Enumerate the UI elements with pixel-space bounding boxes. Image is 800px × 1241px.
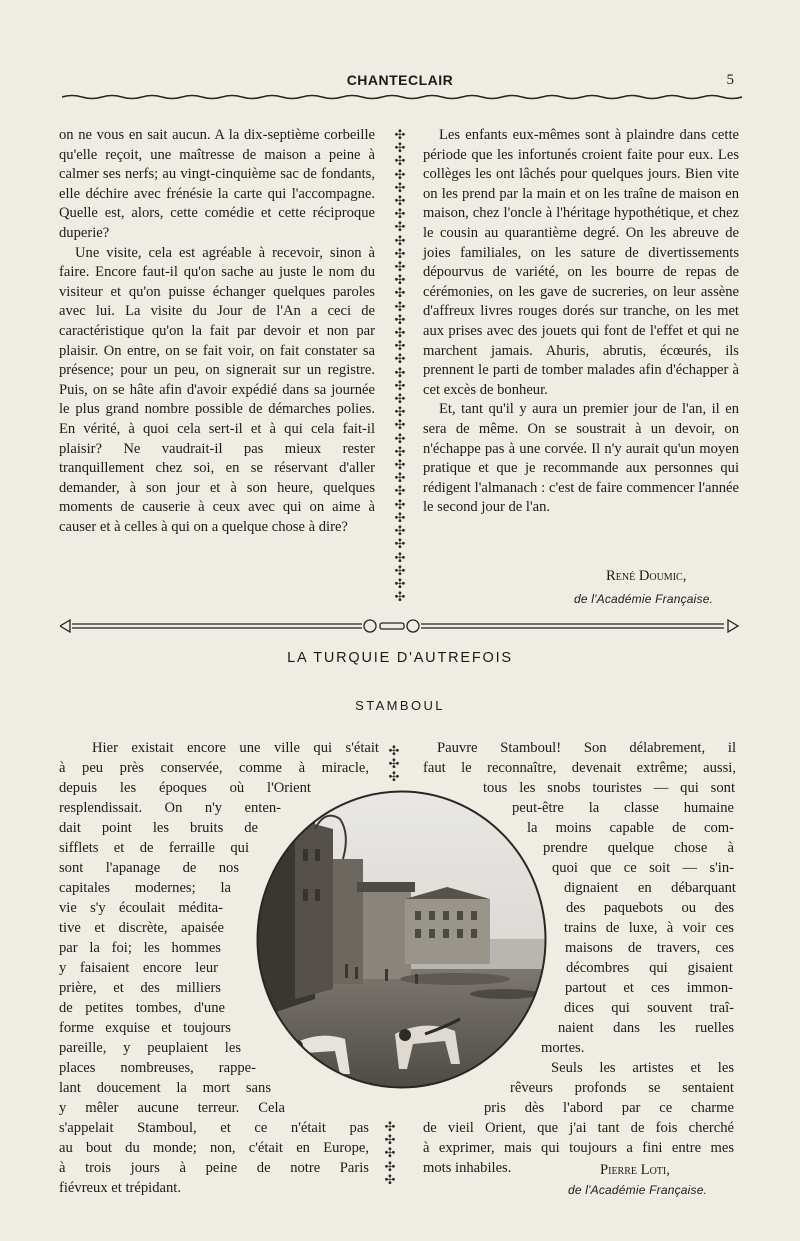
text-line: mots inhabiles. <box>423 1160 512 1176</box>
text-line: de petites tombes, d'une <box>59 1000 225 1016</box>
text-line: prière, et des milliers <box>59 980 221 996</box>
text-line: y faisaient encore leur <box>59 960 218 976</box>
article1-author-title: de l'Académie Française. <box>574 592 714 606</box>
text-line: tous les snobs touristes — qui sont <box>483 780 735 796</box>
text-line: lant doucement la mort sans <box>59 1080 271 1096</box>
text-line: rêveurs profonds se sentaient <box>510 1080 734 1096</box>
text-line: maisons de travers, ces <box>565 940 734 956</box>
text-line: Pauvre Stamboul! Son délabrement, il <box>437 740 736 756</box>
text-line: depuis les époques où l'Orient <box>59 780 311 796</box>
text-line: resplendissait. On n'y enten- <box>59 800 281 816</box>
text-line: capitales modernes; la <box>59 880 231 896</box>
page-number: 5 <box>726 72 734 88</box>
text-line: naient dans les ruelles <box>558 1020 734 1036</box>
text-line: au bout du monde; non, c'était en Europe, <box>59 1140 369 1156</box>
text-line: dices qui souvent traî- <box>564 1000 734 1016</box>
text-line: trains de luxe, à voir ces <box>564 920 734 936</box>
text-line: sont l'apanage de nos <box>59 860 239 876</box>
text-line: mortes. <box>541 1040 585 1056</box>
text-line: de vieil Orient, que j'ai tant de fois cherché <box>423 1120 734 1136</box>
ornament-cross-column-top: ✣ ✣ ✣ <box>388 743 400 785</box>
text-line: faut le reconnaître, devenait extrême; aussi, <box>423 760 736 776</box>
article1-paragraph: on ne vous en sait aucun. A la dix-septième corbeille qu'elle reçoit, une maîtresse de maison a peine à calmer ses nerfs; au vingt-cinquième sac de fondants, elle déchire avec frénésie la carte qui l'accompagne. Quelle est, alors, cette comédie et cette réciproque duperie? <box>59 127 375 241</box>
text-line: pareille, y peuplaient les <box>59 1040 241 1056</box>
article1-right-column <box>423 126 739 518</box>
text-line: Seuls les artistes et les <box>551 1060 734 1076</box>
article1-paragraph: Les enfants eux-mêmes sont à plaindre dans cette période que les infortunés croient faite pour eux. Les collèges les ont lâchés pour quelques jours. Bien vite on les prend par la main et on les traîne de maison en maison, chez l'oncle à l'héritage hypothétique, et chez le cousin au quarantième degré. On les abreuve de joies familiales, on les sature de divertissements dépourvus de variété, on les bourre de repas de cérémonies, on les gave de sucreries, on leur assène d'affreux livres rouges dorés sur tranche, on les met aux prises avec des jouets qui font de l'effet et qui ne marchent jamais. Ahuris, abrutis, écœurés, ils prennent le parti de tomber malades afin d'échapper à cet excès de bonheur. <box>423 127 739 398</box>
text-line: prendre quelque chose à <box>543 840 734 856</box>
text-line: tive et discrète, apaisée <box>59 920 224 936</box>
text-line: forme exquise et toujours <box>59 1020 231 1036</box>
article2-author: Pierre Loti, <box>600 1162 670 1178</box>
text-line: partout et ces immon- <box>565 980 733 996</box>
journal-title: CHANTECLAIR <box>346 72 454 88</box>
text-line: peut-être la classe humaine <box>512 800 734 816</box>
stamboul-harbor-photo <box>255 789 548 1090</box>
text-line: à peu près conservée, comme à miracle, <box>59 760 369 776</box>
ornament-cross-column: ✣ ✣ ✣ ✣ ✣ ✣ ✣ ✣ ✣ ✣ ✣ ✣ ✣ ✣ ✣ ✣ ✣ ✣ ✣ ✣ ✣ ✣ ✣ ✣ ✣ ✣ ✣ ✣ ✣ ✣ ✣ ✣ ✣ ✣ ✣ ✣ <box>394 127 406 605</box>
text-line: à trois jours à peine de notre Paris <box>59 1160 369 1176</box>
article1-left-column <box>59 126 375 537</box>
text-line: fiévreux et trépidant. <box>59 1180 181 1196</box>
text-line: des paquebots ou des <box>566 900 734 916</box>
text-line: y mêler aucune terreur. Cela <box>59 1100 285 1116</box>
running-header <box>0 72 800 92</box>
text-line: pris dès l'abord par ce charme <box>484 1100 734 1116</box>
article1-author: René Doumic, <box>606 568 687 584</box>
text-line: dait point les bruits de <box>59 820 258 836</box>
text-line: la moins capable de com- <box>527 820 734 836</box>
text-line: s'appelait Stamboul, et ce n'était pas <box>59 1120 369 1136</box>
article1-paragraph: Une visite, cela est agréable à recevoir, sinon à faire. Encore faut-il qu'on sache au juste le nom du visiteur et qu'on puisse échanger quelques paroles avec lui. La visite du Jour de l'An a ceci de caractéristique qu'on la fait par devoir et non par plaisir. On entre, on se fait voir, on fait constater sa présence; pour un peu, on signerait sur un registre. Puis, on se hâte afin d'avoir expédié dans sa journée le plus grand nombre possible de démarches polies. En vérité, à quoi cela sert-il et à qui cela fait-il plaisir? Ne vaudrait-il pas mieux rester tranquillement chez soi, en se réservant d'aller demander, à son jour et à son heure, quelques moments de causerie à ceux avec qui on aime à causer et à celles à qui on a quelque chose à dire? <box>59 244 375 535</box>
text-line: Hier existait encore une ville qui s'était <box>92 740 379 756</box>
text-line: places nombreuses, rappe- <box>59 1060 256 1076</box>
section-divider <box>60 615 740 637</box>
text-line: par la foi; les hommes <box>59 940 221 956</box>
text-line: à exprimer, mais qui toujours a fini entre mes <box>423 1140 734 1156</box>
text-line: vie s'y écoulait médita- <box>59 900 223 916</box>
header-wavy-rule <box>62 93 742 101</box>
article2-subheading: STAMBOUL <box>355 698 445 713</box>
article1-paragraph: Et, tant qu'il y aura un premier jour de l'an, il en sera de même. On se soustrait à un devoir, on n'échappe pas à une corvée. Il n'y aurait qu'un moyen pratique et que je recommande aux personnes qui rédigent l'almanach : c'est de faire commencer l'année le second jour de l'an. <box>423 401 739 516</box>
article2-author-title: de l'Académie Française. <box>568 1183 708 1197</box>
ornament-cross-column-bottom: ✣ ✣ ✣ ✣ ✣ <box>384 1119 396 1187</box>
article2-heading: LA TURQUIE D'AUTREFOIS <box>287 650 513 666</box>
text-line: décombres qui gisaient <box>566 960 733 976</box>
text-line: sifflets et de ferraille qui <box>59 840 249 856</box>
text-line: dignaient en débarquant <box>564 880 736 896</box>
text-line: quoi que ce soit — s'in- <box>552 860 734 876</box>
